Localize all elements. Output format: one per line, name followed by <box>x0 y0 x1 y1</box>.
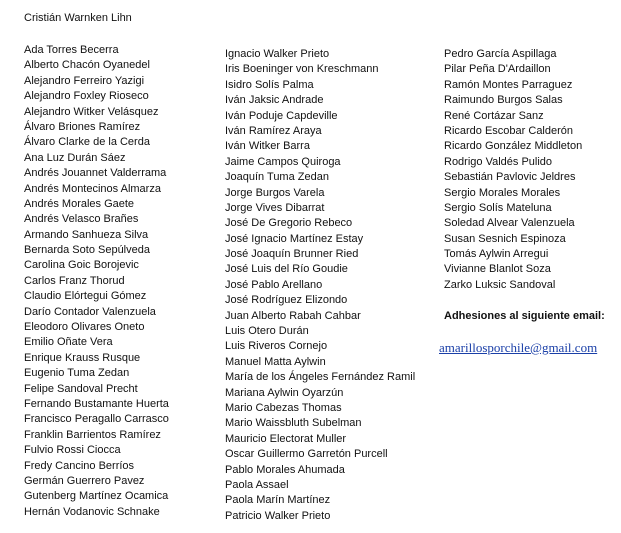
signatory-name: Enrique Krauss Rusque <box>24 351 141 364</box>
adhesion-email-link[interactable]: amarillosporchile@gmail.com <box>439 340 598 355</box>
signatory-name: Alberto Chacón Oyanedel <box>24 59 150 72</box>
document-header-name: Cristián Warnken Lihn <box>24 12 132 24</box>
signatory-name: René Cortázar Sanz <box>444 109 544 122</box>
signatory-name: Ana Luz Durán Sáez <box>24 151 126 164</box>
signatory-name: Alejandro Ferreiro Yazigi <box>24 74 145 87</box>
signatory-name: Pedro García Aspillaga <box>444 48 557 60</box>
signatory-name: Isidro Solís Palma <box>225 78 314 91</box>
signatory-name: Ricardo González Middleton <box>444 140 583 153</box>
signatory-name: José De Gregorio Rebeco <box>225 217 353 230</box>
signatory-name: Raimundo Burgos Salas <box>444 94 563 107</box>
signatory-name: Tomás Aylwin Arregui <box>444 248 549 261</box>
signatory-name: Eleodoro Olivares Oneto <box>24 321 145 334</box>
signatory-name: Patricio Walker Prieto <box>225 509 331 522</box>
signatory-name: Soledad Alvear Valenzuela <box>444 217 575 230</box>
signatory-name: Iván Poduje Capdeville <box>225 109 338 122</box>
signatory-name: José Rodríguez Elizondo <box>225 294 348 307</box>
signatory-name: Ignacio Walker Prieto <box>225 48 330 60</box>
signatory-name: Fulvio Rossi Ciocca <box>24 444 121 457</box>
signatory-name: José Pablo Arellano <box>225 278 323 291</box>
signatory-name: Franklin Barrientos Ramírez <box>24 428 161 441</box>
signatories-column-2 <box>225 47 415 524</box>
signatory-name: Vivianne Blanlot Soza <box>444 263 551 276</box>
signatory-name: Andrés Jouannet Valderrama <box>24 167 167 180</box>
signatory-name: Iván Ramírez Araya <box>225 124 322 137</box>
signatory-name: Felipe Sandoval Precht <box>24 382 138 395</box>
signatory-name: Alejandro Witker Velásquez <box>24 105 159 118</box>
signatory-name: Joaquín Tuma Zedan <box>225 171 329 184</box>
signatory-name: José Joaquín Brunner Ried <box>225 248 359 261</box>
signatory-name: Susan Sesnich Espinoza <box>444 232 566 245</box>
signatory-name: Francisco Peragallo Carrasco <box>24 413 169 426</box>
signatory-name: Pilar Peña D'Ardaillon <box>444 63 551 76</box>
signatory-name: Ricardo Escobar Calderón <box>444 124 574 137</box>
signatory-name: Álvaro Clarke de la Cerda <box>24 136 150 149</box>
signatory-name: Carolina Goic Borojevic <box>24 259 139 272</box>
signatory-name: Paola Marín Martínez <box>225 494 331 507</box>
signatory-name: Carlos Franz Thorud <box>24 274 125 287</box>
signatory-name: Armando Sanhueza Silva <box>24 228 149 241</box>
signatory-name: Iris Boeninger von Kreschmann <box>225 63 379 76</box>
signatory-name: Bernarda Soto Sepúlveda <box>24 244 150 257</box>
signatory-name: Álvaro Briones Ramírez <box>24 120 141 133</box>
signatories-column-1 <box>24 43 169 520</box>
signatory-name: Andrés Velasco Brañes <box>24 213 139 226</box>
signatory-name: Fernando Bustamante Huerta <box>24 397 169 410</box>
signatory-name: Ramón Montes Parraguez <box>444 78 573 91</box>
signatory-name: Oscar Guillermo Garretón Purcell <box>225 448 388 461</box>
signatory-name: Alejandro Foxley Rioseco <box>24 90 149 103</box>
adhesion-heading: Adhesiones al siguiente email: <box>444 310 605 322</box>
signatory-name: María de los Ángeles Fernández Ramil <box>225 371 416 384</box>
signatory-name: José Ignacio Martínez Estay <box>225 232 364 245</box>
signatory-name: Jaime Campos Quiroga <box>225 155 341 168</box>
signatory-name: Germán Guerrero Pavez <box>24 474 145 487</box>
signatory-name: Jorge Burgos Varela <box>225 186 325 199</box>
signatory-name: Iván Jaksic Andrade <box>225 94 324 107</box>
signatory-name: Sergio Solís Mateluna <box>444 201 552 214</box>
signatory-name: Claudio Elórtegui Gómez <box>24 290 147 303</box>
signatory-name: Andrés Morales Gaete <box>24 197 135 210</box>
signatory-name: Iván Witker Barra <box>225 140 310 153</box>
signatory-name: Ada Torres Becerra <box>24 44 119 56</box>
signatory-name: Sergio Morales Morales <box>444 186 561 199</box>
signatory-name: Jorge Vives Dibarrat <box>225 201 325 214</box>
signatory-name: Juan Alberto Rabah Cahbar <box>225 309 361 322</box>
signatory-name: Luis Otero Durán <box>225 325 309 338</box>
signatory-name: Manuel Matta Aylwin <box>225 355 326 368</box>
signatories-column-3 <box>444 47 582 293</box>
signatory-name: Gutenberg Martínez Ocamica <box>24 490 169 503</box>
signatory-name: Darío Contador Valenzuela <box>24 305 156 318</box>
signatory-name: Mauricio Electorat Muller <box>225 432 347 445</box>
signatory-name: Mario Cabezas Thomas <box>225 401 342 414</box>
signatory-name: Pablo Morales Ahumada <box>225 463 345 476</box>
signatory-name: Luis Riveros Cornejo <box>225 340 328 353</box>
signatory-name: Mariana Aylwin Oyarzún <box>225 386 344 399</box>
signatory-name: Eugenio Tuma Zedan <box>24 367 130 380</box>
signatory-name: Zarko Luksic Sandoval <box>444 278 556 291</box>
signatory-name: Sebastián Pavlovic Jeldres <box>444 171 576 184</box>
signatory-name: Rodrigo Valdés Pulido <box>444 155 553 168</box>
signatory-name: Paola Assael <box>225 478 289 491</box>
signatory-name: Mario Waissbluth Subelman <box>225 417 362 430</box>
signatory-name: José Luis del Río Goudie <box>225 263 348 276</box>
signatory-name: Andrés Montecinos Almarza <box>24 182 161 195</box>
signatory-name: Hernán Vodanovic Schnake <box>24 505 160 518</box>
signatory-name: Fredy Cancino Berríos <box>24 459 135 472</box>
signatory-name: Emilio Oñate Vera <box>24 336 113 349</box>
